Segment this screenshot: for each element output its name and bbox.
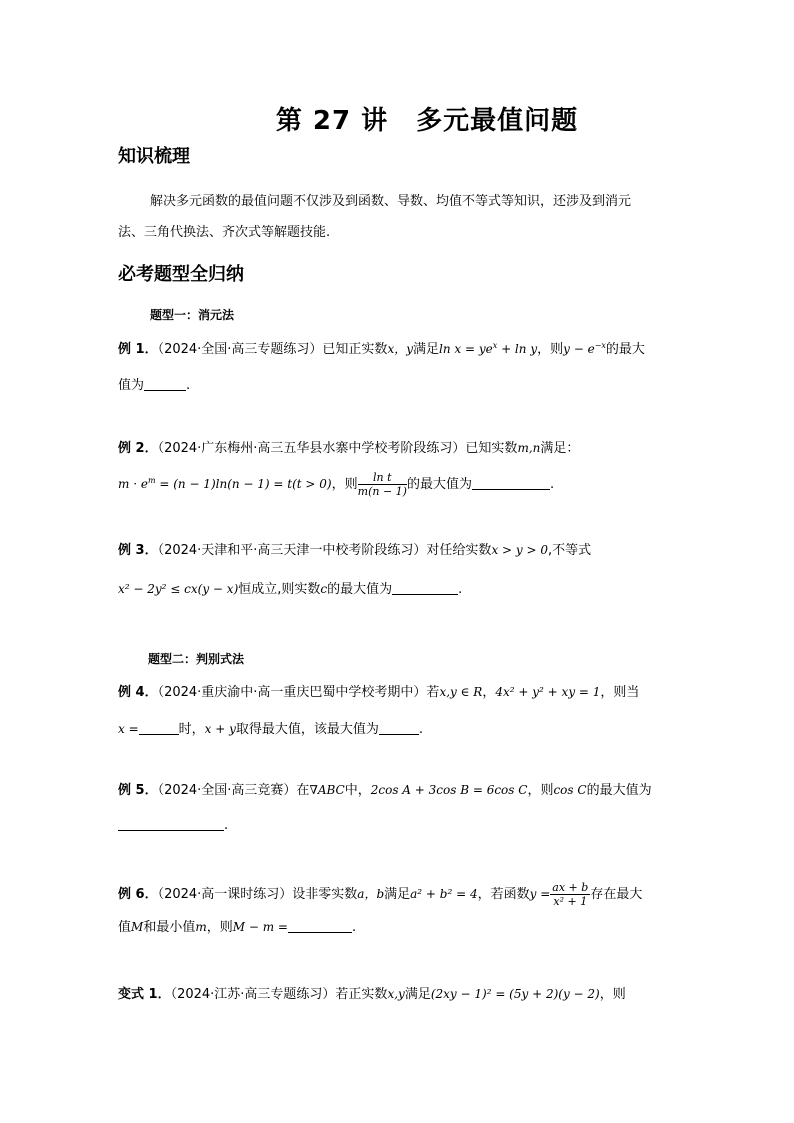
math-expression: x + y	[204, 722, 236, 736]
example-6-line-1	[118, 882, 642, 907]
text: 存在最大	[590, 887, 643, 902]
text: ，则	[537, 342, 564, 357]
answer-blank[interactable]	[144, 378, 186, 391]
math-vars: x,y	[387, 987, 405, 1001]
math-condition: x,y ∈ R	[439, 685, 483, 699]
text: .	[186, 378, 191, 393]
example-1-line-2	[118, 378, 190, 392]
math-expression: cos C	[553, 783, 587, 797]
example-2-line-1	[118, 442, 579, 455]
text: ，则	[206, 920, 233, 935]
section-heading-knowledge: 知识梳理	[118, 146, 190, 167]
text: .	[458, 582, 463, 597]
example-4-line-1	[118, 686, 639, 699]
lecture-number: 第 27 讲	[275, 106, 389, 136]
math-inequality: x² − 2y² ≤ cx(y − x)	[118, 582, 239, 596]
lecture-topic: 多元最值问题	[416, 106, 579, 136]
text: 满足	[413, 342, 440, 357]
intro-line-1: 解决多元函数的最值问题不仅涉及到函数、导数、均值不等式等知识，还涉及到消元	[150, 194, 632, 209]
text: 的最大值为	[406, 477, 472, 492]
math-equation: 4x² + y² + xy = 1	[495, 685, 601, 699]
math-part: ln x = ye	[439, 342, 493, 356]
text: 值为	[118, 378, 145, 393]
variation-1-line-1	[118, 988, 626, 1001]
text: 取得最大值，该最大值为	[235, 722, 379, 737]
math-var: m	[195, 920, 207, 934]
text: ，若函数	[477, 887, 530, 902]
example-source: （2024·全国·高三竞赛）在	[157, 783, 310, 798]
example-label: 例 6．	[118, 887, 158, 902]
math-equation: a² + b² = 4	[410, 887, 478, 901]
example-1-line-1	[118, 342, 645, 356]
math-equation	[439, 342, 537, 356]
type-heading-2: 题型二：判别式法	[148, 652, 245, 666]
math-var: c	[320, 582, 328, 596]
answer-blank[interactable]	[392, 582, 458, 595]
example-source: （2024·重庆渝中·高一重庆巴蜀中学校考期中）若	[157, 685, 440, 700]
example-3-line-1	[118, 544, 591, 557]
math-part: + ln y	[497, 342, 538, 356]
math-fraction	[550, 882, 590, 907]
example-source: （2024·广东梅州·高三五华县水寨中学校考阶段练习）已知实数	[157, 441, 518, 456]
text: ,不等式	[548, 543, 592, 558]
text: .	[224, 818, 229, 833]
math-part: y − e	[563, 342, 595, 356]
math-expression	[563, 342, 606, 356]
example-4-line-2	[118, 722, 423, 736]
text: .	[418, 722, 424, 737]
text: 的最大	[605, 342, 645, 357]
example-label: 例 4．	[118, 685, 158, 700]
text: 的最大值为	[327, 582, 393, 597]
text: 满足	[384, 887, 411, 902]
fraction-numerator: ln t	[358, 472, 407, 485]
example-label: 变式 1．	[118, 987, 171, 1002]
example-5-line-1	[118, 784, 652, 797]
math-expression: M − m =	[232, 920, 288, 934]
text: 恒成立,则实数	[238, 582, 321, 597]
text: 值	[118, 920, 132, 935]
example-source: （2024·全国·高三专题练习）已知正实数	[157, 342, 388, 357]
math-sup: m	[147, 476, 156, 485]
example-source: （2024·天津和平·高三天津一中校考阶段练习）对任给实数	[157, 543, 492, 558]
answer-blank[interactable]	[472, 477, 550, 490]
example-label: 例 1．	[118, 342, 158, 357]
intro-line-2: 法、三角代换法、齐次式等解题技能.	[118, 225, 331, 240]
text: 时，	[178, 722, 205, 737]
example-label: 例 2．	[118, 441, 158, 456]
example-label: 例 3．	[118, 543, 158, 558]
example-5-line-2	[118, 818, 228, 832]
type-heading-1: 题型一：消元法	[150, 308, 235, 322]
example-source: （2024·江苏·高三专题练习）若正实数	[170, 987, 388, 1002]
answer-blank[interactable]	[139, 722, 179, 735]
text: 中，	[344, 783, 371, 798]
fraction-denominator: x² + 1	[553, 895, 588, 908]
math-part: m · e	[118, 477, 148, 491]
text: .	[351, 920, 357, 935]
example-source: （2024·高一课时练习）设非零实数	[157, 887, 358, 902]
example-3-line-2	[118, 582, 462, 596]
math-equation: 2cos A + 3cos B = 6cos C	[370, 783, 528, 797]
math-condition: x > y > 0	[491, 543, 548, 557]
math-equation: (2xy − 1)² = (5y + 2)(y − 2)	[430, 987, 600, 1001]
text: 满足	[404, 987, 431, 1002]
math-vars: a，b	[357, 887, 385, 901]
answer-blank[interactable]	[288, 920, 352, 933]
math-vars: x，y	[387, 342, 413, 356]
answer-blank[interactable]	[379, 722, 419, 735]
text: 的最大值为	[586, 783, 652, 798]
math-vars: m,n	[517, 441, 541, 455]
math-var: M	[131, 920, 144, 934]
text: ，则	[331, 477, 358, 492]
text: ，则当	[600, 685, 640, 700]
math-part: = (n − 1)ln(n − 1) = t(t > 0)	[155, 477, 332, 491]
text: ，则	[599, 987, 626, 1002]
answer-blank[interactable]	[118, 818, 224, 831]
math-equation	[118, 477, 332, 491]
text: ，	[482, 685, 496, 700]
fraction-denominator: m(n − 1)	[357, 485, 407, 498]
math-var: x =	[118, 722, 139, 736]
text: 满足：	[540, 441, 580, 456]
fraction-numerator: ax + b	[552, 881, 589, 894]
text: 和最小值	[143, 920, 196, 935]
math-triangle: ∇ABC	[309, 783, 345, 797]
math-var: y =	[529, 887, 551, 901]
example-2-line-2	[118, 472, 554, 497]
math-sup: x	[492, 341, 498, 350]
section-heading-types: 必考题型全归纳	[118, 264, 244, 285]
example-label: 例 5．	[118, 783, 158, 798]
page-title	[0, 100, 794, 137]
text: .	[549, 477, 555, 492]
math-fraction	[358, 472, 407, 497]
math-sup: −x	[594, 341, 606, 350]
example-6-line-2	[118, 920, 356, 934]
text: ，则	[527, 783, 554, 798]
